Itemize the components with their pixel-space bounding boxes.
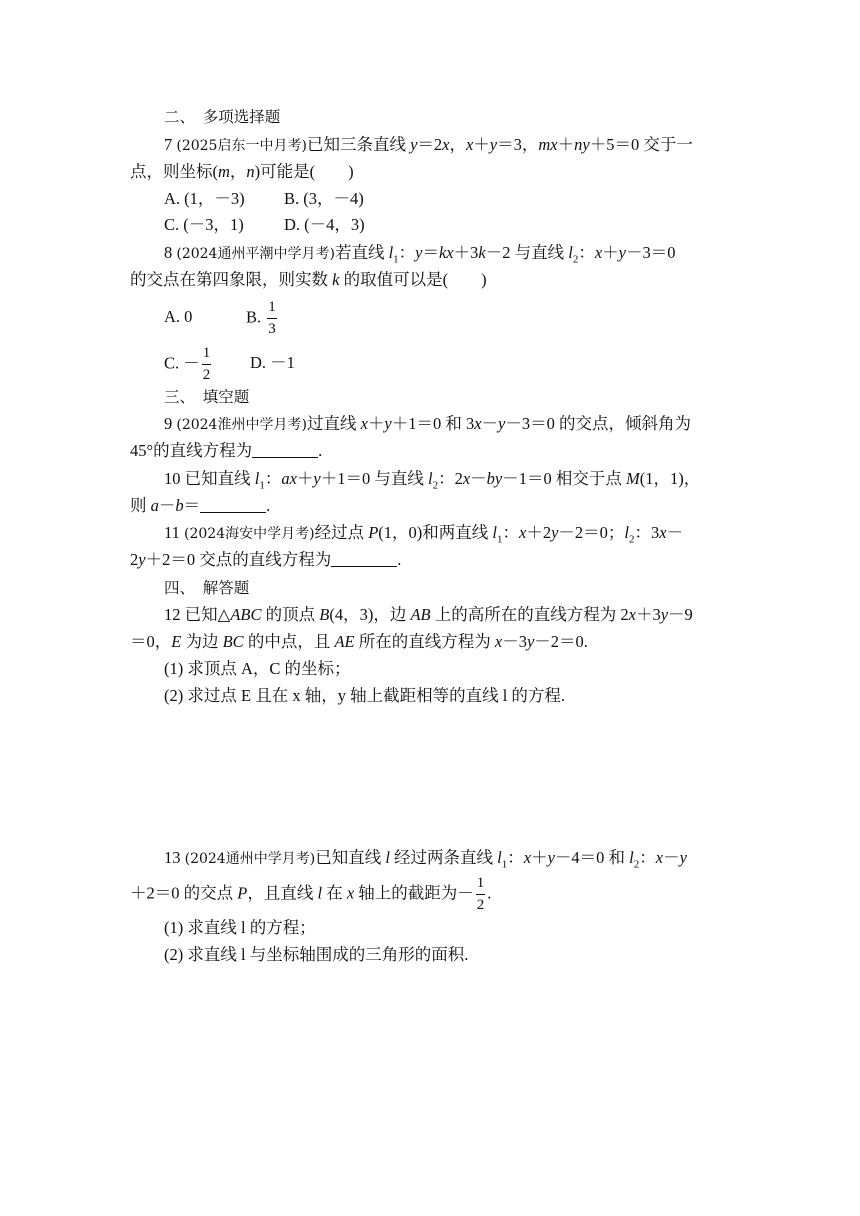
question-12-line-1: 12 已知△ABC 的顶点 B(4，3)，边 AB 上的高所在的直线方程为 2x＋3y－9 [164,605,693,624]
fraction: $\frac{1}{2}$ [202,345,211,383]
question-13-part-2: (2) 求直线 l 与坐标轴围成的三角形的面积. [164,945,469,964]
question-source: (2024通州平潮中学月考) [176,246,335,262]
question-13-part-1: (1) 求直线 l 的方程； [164,918,316,937]
answer-blank[interactable] [252,443,318,458]
question-12-part-1: (1) 求顶点 A，C 的坐标； [164,659,351,678]
question-10-line-2: 则 a－b＝ . [130,496,271,515]
option-b: B. (3，－4) [284,189,364,208]
question-8-options-row-2 [164,346,295,383]
question-13-line-2: ＋2＝0 的交点 P，且直线 l 在 x 轴上的截距为－ $\frac{1}{2}$ . [130,875,492,913]
question-source: (2025启东一中月考) [176,138,307,154]
question-7-options-row-1 [164,188,364,210]
option-a: A. 0 [164,307,193,327]
question-number: 13 [164,848,181,867]
question-source: (2024海安中学月考) [184,526,315,542]
answer-blank[interactable] [331,552,397,567]
fraction: $\frac{1}{3}$ [268,299,276,337]
question-number: 8 [164,243,173,262]
question-9-line-2: 45°的直线方程为 . [130,441,323,460]
question-8-line-1: 8 (2024通州平潮中学月考)若直线 $l_1$：y＝kx＋3k－2 与直线 $l_2$：x＋y－3＝0 [164,243,676,266]
question-9-line-1: 9 (2024淮州中学月考)过直线 x＋y＋1＝0 和 3x－y－3＝0 的交点，倾斜角为 [164,414,691,433]
question-7-line-1: 7 (2025启东一中月考)已知三条直线 y＝2x，x＋y＝3，mx＋ny＋5＝0 交于一 [164,135,693,154]
question-12-line-2: ＝0，E 为边 BC 的中点，且 AE 所在的直线方程为 x－3y－2＝0. [130,632,588,651]
section-heading-solution: 四、 解答题 [164,579,250,597]
question-number: 9 [164,414,173,433]
question-7-line-2: 点，则坐标(m，n)可能是( ) [130,162,354,181]
question-number: 12 [164,605,181,624]
option-a: A. (1，－3) [164,189,245,208]
question-13-line-1: 13 (2024通州中学月考)已知直线 l 经过两条直线 $l_1$：x＋y－4＝0 和 $l_2$：x－y [164,848,687,871]
option-d: D. (－4，3) [284,215,365,234]
question-8-line-2: 的交点在第四象限，则实数 k 的取值可以是( ) [130,270,487,289]
question-8-options-row-1 [164,300,279,337]
option-c: C. － $\frac{1}{2}$ [164,345,211,383]
option-b: B. $\frac{1}{3}$ [246,299,276,337]
question-10-line-1: 10 已知直线 $l_1$：ax＋y＋1＝0 与直线 $l_2$：2x－by－1＝0 相交于点 M(1，1)， [164,469,701,492]
question-11-line-2: 2y＋2＝0 交点的直线方程为 . [130,550,402,569]
question-text: 已知三条直线 [306,135,406,154]
question-text: 交于一 [643,135,693,154]
question-number: 10 [164,469,181,488]
question-12-part-2: (2) 求过点 E 且在 x 轴，y 轴上截距相等的直线 l 的方程. [164,686,566,705]
option-d: D. －1 [250,353,295,373]
question-number: 7 [164,135,173,154]
section-heading-multiple-choice: 二、 多项选择题 [164,108,281,126]
section-heading-fill-blank: 三、 填空题 [164,388,250,406]
question-7-options-row-2 [164,214,365,236]
question-11-line-1: 11 (2024海安中学月考)经过点 P(1，0)和两直线 $l_1$：x＋2y－2＝0；$l_2$：3x－ [164,523,684,546]
answer-blank[interactable] [200,498,266,513]
option-c: C. (－3，1) [164,215,244,234]
question-number: 11 [164,523,180,542]
question-source: (2024淮州中学月考) [176,417,307,433]
question-source: (2024通州中学月考) [184,851,316,867]
fraction: $\frac{1}{2}$ [476,875,485,913]
